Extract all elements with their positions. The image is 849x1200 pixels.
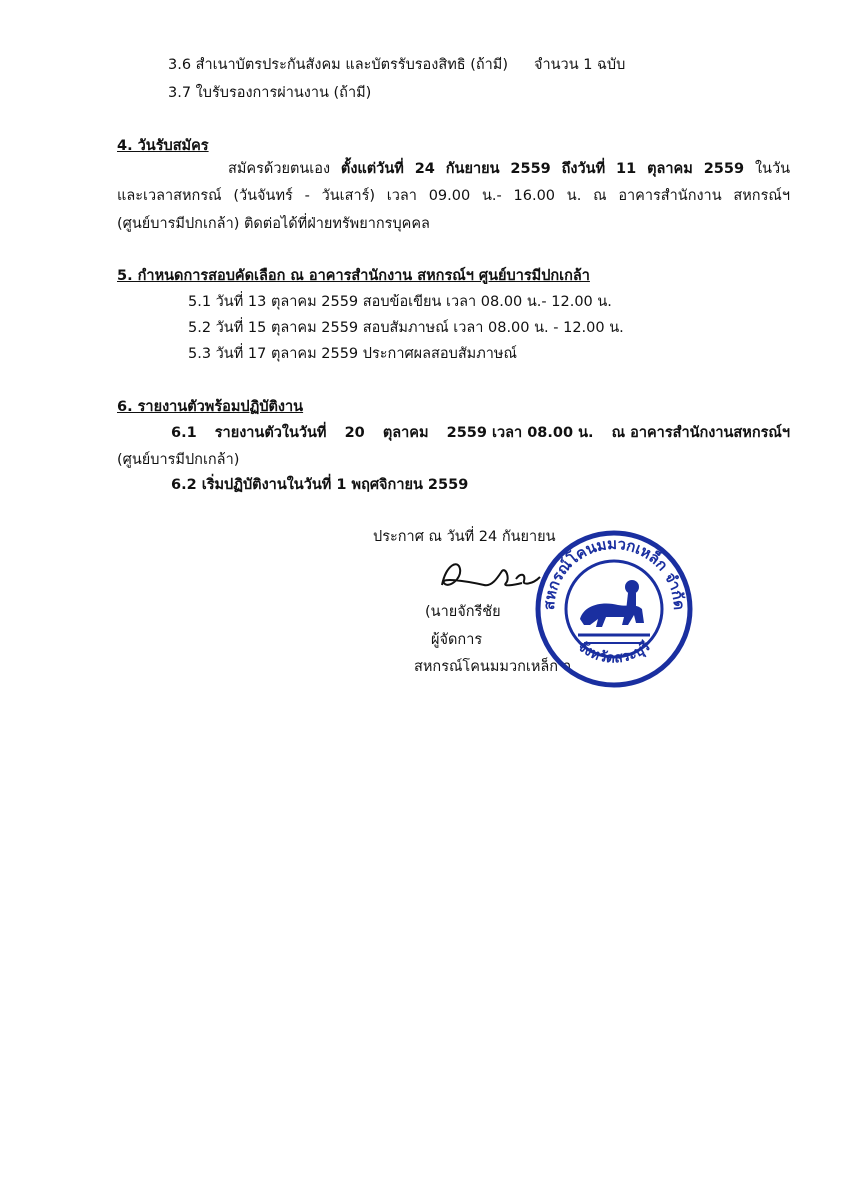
section-4-line-2 <box>117 186 790 206</box>
section-5-heading: 5. กำหนดการสอบคัดเลือก ณ อาคารสำนักงาน สหกรณ์ฯ ศูนย์บารมีปกเกล้า <box>117 268 590 284</box>
text-word: 2559 <box>510 161 551 177</box>
section-4-line-1 <box>228 159 790 179</box>
section-4-heading: 4. วันรับสมัคร <box>117 138 209 154</box>
text-word: อาคารสำนักงาน <box>618 188 722 204</box>
text-word: 20 <box>344 425 365 441</box>
section-6-item-1 <box>171 423 790 443</box>
text-word: ตุลาคม <box>382 425 429 441</box>
manager-name: (นายจักรีชัย <box>425 604 501 620</box>
text-word: กันยายน <box>445 161 500 177</box>
text-word: - <box>304 188 310 204</box>
text-word: 24 <box>414 161 435 177</box>
section-4-line-3: (ศูนย์บารมีปกเกล้า) ติดต่อได้ที่ฝ่ายทรัพยากรบุคคล <box>117 216 430 232</box>
announce-date: ประกาศ ณ วันที่ 24 กันยายน <box>373 529 556 545</box>
text-word: ในวัน <box>754 161 790 177</box>
text-word: ณ อาคารสำนักงานสหกรณ์ฯ <box>611 425 790 441</box>
text-word: 2559 <box>703 161 745 177</box>
schedule-item: 5.2 วันที่ 15 ตุลาคม 2559 สอบสัมภาษณ์ เวลา 08.00 น. - 12.00 น. <box>188 320 624 336</box>
text-word: น.- <box>481 188 502 204</box>
manager-position: ผู้จัดการ <box>431 632 483 648</box>
schedule-item: 5.1 วันที่ 13 ตุลาคม 2559 สอบข้อเขียน เวลา 08.00 น.- 12.00 น. <box>188 294 612 310</box>
text-word: 6.1 <box>171 425 197 441</box>
organization-name: สหกรณ์โคนมมวกเหล็ก จ <box>414 659 572 675</box>
section-6-heading: 6. รายงานตัวพร้อมปฏิบัติงาน <box>117 399 304 415</box>
item-3-6-label: 3.6 สำเนาบัตรประกันสังคม และบัตรรับรองสิทธิ (ถ้ามี) <box>168 57 509 73</box>
svg-text:จังหวัดสระบุรี: จังหวัดสระบุรี <box>574 638 654 667</box>
text-word: สมัครด้วยตนเอง <box>228 161 331 177</box>
text-word: 09.00 <box>428 188 471 204</box>
item-3-6 <box>168 55 648 75</box>
text-word: วันเสาร์) <box>321 188 376 204</box>
text-word: 16.00 <box>513 188 556 204</box>
text-word: (วันจันทร์ <box>233 188 293 204</box>
text-word: ตั้งแต่วันที่ <box>340 161 404 177</box>
section-6-item-2: 6.2 เริ่มปฏิบัติงานในวันที่ 1 พฤศจิกายน 2559 <box>171 477 469 493</box>
text-word: รายงานตัวในวันที่ <box>214 425 327 441</box>
official-seal <box>532 527 696 691</box>
text-word: ณ <box>593 188 607 204</box>
svg-text:สหกรณ์โคนมมวกเหล็ก จำกัด: สหกรณ์โคนมมวกเหล็ก จำกัด <box>539 534 689 611</box>
text-word: 11 <box>616 161 637 177</box>
section-6-item-1-line-2: (ศูนย์บารมีปกเกล้า) <box>117 452 240 468</box>
schedule-item: 5.3 วันที่ 17 ตุลาคม 2559 ประกาศผลสอบสัมภาษณ์ <box>188 346 517 362</box>
text-word: น. <box>566 188 582 204</box>
text-word: และเวลาสหกรณ์ <box>117 188 222 204</box>
item-3-7: 3.7 ใบรับรองการผ่านงาน (ถ้ามี) <box>168 85 372 101</box>
text-word: ถึงวันที่ <box>561 161 606 177</box>
text-word: 2559 เวลา 08.00 น. <box>446 425 594 441</box>
text-word: ตุลาคม <box>647 161 693 177</box>
text-word: สหกรณ์ฯ <box>733 188 790 204</box>
item-3-6-qty: จำนวน 1 ฉบับ <box>534 57 626 73</box>
text-word: เวลา <box>386 188 417 204</box>
